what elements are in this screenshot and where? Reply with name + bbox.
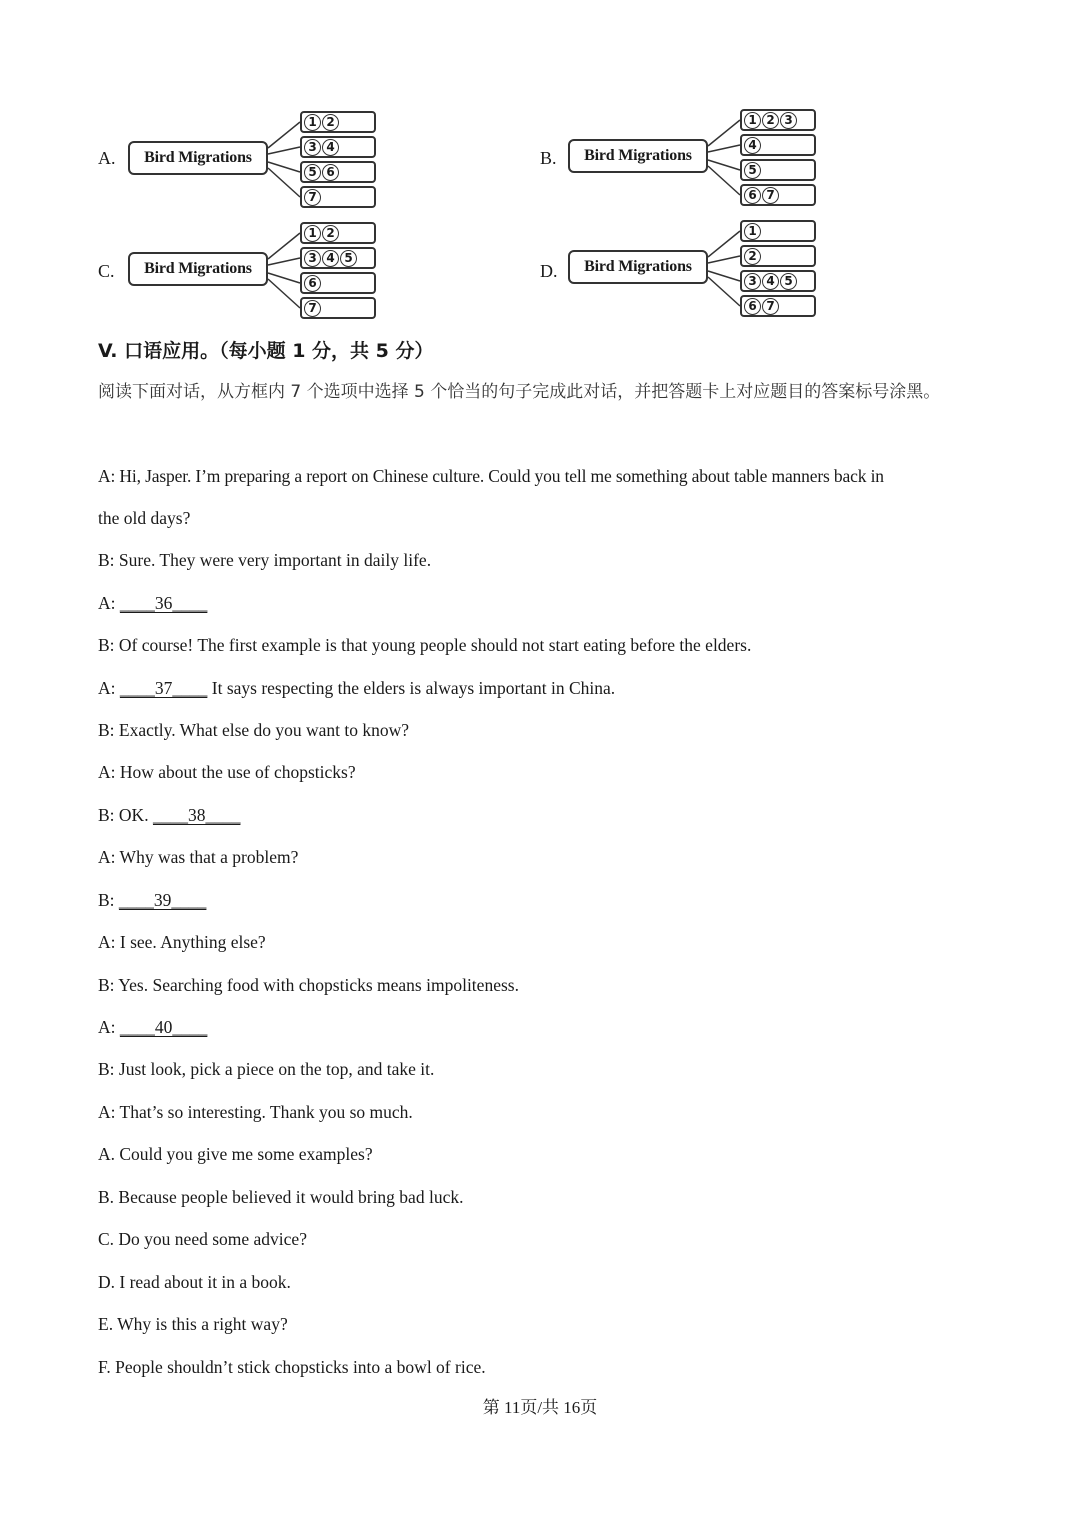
connector-line [268,168,300,197]
diagram-branch [740,220,816,242]
circled-number: 1 [304,114,321,131]
connector-line [268,273,300,283]
diagram-a [98,108,388,218]
circled-number: 6 [304,275,321,292]
connector-line [708,271,740,281]
circled-number: 2 [744,248,761,265]
option-item: C. Do you need some advice? [98,1229,307,1249]
diagram-branch [740,270,816,292]
circled-number: 4 [322,139,339,156]
dialogue-speaker: A: [98,762,116,782]
circled-number: 1 [744,223,761,240]
dialogue-line [98,593,207,614]
connector-line [708,277,740,306]
dialogue-speaker: B: [98,890,115,910]
diagram-branch [740,159,816,181]
page-footer: 第 11页/共 16页 [482,1398,598,1417]
circled-number: 4 [762,273,779,290]
circled-number: 1 [304,225,321,242]
answer-blank[interactable]: ____37____ [119,678,208,698]
circled-number: 3 [780,112,797,129]
dialogue-text: Hi, Jasper. I’m preparing a report on Chinese culture. Could you tell me something about table manners back in [115,466,884,486]
diagram-title: Bird Migrations [568,250,708,284]
dialogue-text: That’s so interesting. Thank you so much. [115,1102,413,1122]
diagram-title: Bird Migrations [128,252,268,286]
diagram-d [538,217,828,327]
dialogue-line [98,932,266,953]
answer-blank[interactable]: ____39____ [118,890,207,910]
dialogue-line [98,1059,434,1080]
connector-line [268,122,300,148]
section-instructions: 阅读下面对话，从方框内 7 个选项中选择 5 个恰当的句子完成此对话，并把答题卡上对应题目的答案标号涂黑。 [98,382,941,402]
diagram-branch [740,109,816,131]
dialogue-speaker: A: [98,678,116,698]
circled-number: 7 [304,300,321,317]
dialogue-speaker: B: [98,550,115,570]
connector-line [268,233,300,259]
dialogue-line [98,975,519,996]
circled-number: 7 [762,298,779,315]
connector-line [268,279,300,308]
dialogue-speaker: B: [98,720,115,740]
dialogue-line [98,466,884,487]
dialogue-line [98,1102,413,1123]
connector-line [708,145,740,152]
option-item: F. People shouldn’t stick chopsticks into a bowl of rice. [98,1357,486,1377]
diagram-branch [740,134,816,156]
dialogue-speaker: A: [98,593,116,613]
dialogue-text: How about the use of chopsticks? [115,762,356,782]
option-letter-c: C. [98,261,115,281]
dialogue-speaker: B: [98,635,115,655]
circled-number: 2 [322,114,339,131]
circled-number: 4 [322,250,339,267]
diagram-branch [300,111,376,133]
circled-number: 3 [304,139,321,156]
dialogue-speaker: B: [98,1059,115,1079]
option-letter-a: A. [98,148,116,168]
option-item: B. Because people believed it would bring bad luck. [98,1187,464,1207]
diagram-branch [740,295,816,317]
dialogue-speaker: A: [98,466,116,486]
connector-line [268,162,300,172]
diagram-branch [300,161,376,183]
answer-blank[interactable]: ____40____ [119,1017,208,1037]
circled-number: 4 [744,137,761,154]
dialogue-text: the old days? [98,508,191,528]
dialogue-speaker: B: [98,975,115,995]
dialogue-line [98,508,190,529]
circled-number: 7 [762,187,779,204]
connector-line [708,120,740,146]
dialogue-line [98,1017,207,1038]
circled-number: 6 [744,298,761,315]
diagram-b [538,106,828,216]
diagram-c [98,219,388,329]
diagram-title: Bird Migrations [128,141,268,175]
dialogue-speaker: A: [98,847,116,867]
connector-line [708,166,740,195]
circled-number: 6 [744,187,761,204]
dialogue-line [98,847,298,868]
dialogue-line [98,678,615,699]
circled-number: 5 [744,162,761,179]
circled-number: 2 [762,112,779,129]
option-letter-d: D. [540,261,558,281]
dialogue-text: Of course! The first example is that young people should not start eating before the elders. [114,635,752,655]
circled-number: 6 [322,164,339,181]
diagram-branch [300,297,376,319]
circled-number: 7 [304,189,321,206]
dialogue-text: It says respecting the elders is always important in China. [207,678,616,698]
option-item: A. Could you give me some examples? [98,1144,373,1164]
dialogue-line [98,550,431,571]
dialogue-speaker: A: [98,1102,116,1122]
diagram-branch [300,272,376,294]
circled-number: 2 [322,225,339,242]
connector-line [708,256,740,263]
circled-number: 5 [304,164,321,181]
dialogue-text: OK. [114,805,153,825]
diagram-branch [300,222,376,244]
circled-number: 3 [744,273,761,290]
diagram-branch [300,186,376,208]
circled-number: 3 [304,250,321,267]
dialogue-line [98,635,751,656]
dialogue-text: Yes. Searching food with chopsticks means impoliteness. [114,975,519,995]
answer-blank[interactable]: ____36____ [119,593,208,613]
dialogue-text: Just look, pick a piece on the top, and take it. [114,1059,435,1079]
dialogue-text: Why was that a problem? [115,847,299,867]
diagram-branch [300,247,376,269]
dialogue-speaker: B: [98,805,115,825]
dialogue-speaker: A: [98,932,116,952]
dialogue-text: Exactly. What else do you want to know? [114,720,410,740]
connector-line [268,258,300,265]
diagram-branch [740,245,816,267]
diagram-branch [300,136,376,158]
diagram-title: Bird Migrations [568,139,708,173]
option-item: E. Why is this a right way? [98,1314,288,1334]
connector-line [708,231,740,257]
connector-line [268,147,300,154]
circled-number: 5 [340,250,357,267]
option-item: D. I read about it in a book. [98,1272,291,1292]
option-letter-b: B. [540,148,557,168]
dialogue-text: I see. Anything else? [115,932,266,952]
answer-blank[interactable]: ____38____ [152,805,241,825]
dialogue-line [98,720,409,741]
connector-line [708,160,740,170]
dialogue-line [98,805,240,826]
circled-number: 1 [744,112,761,129]
dialogue-line [98,890,206,911]
dialogue-speaker: A: [98,1017,116,1037]
dialogue-line [98,762,356,783]
section-title: V. 口语应用。（每小题 1 分，共 5 分） [98,340,434,362]
circled-number: 5 [780,273,797,290]
dialogue-text: Sure. They were very important in daily life. [114,550,432,570]
diagram-branch [740,184,816,206]
